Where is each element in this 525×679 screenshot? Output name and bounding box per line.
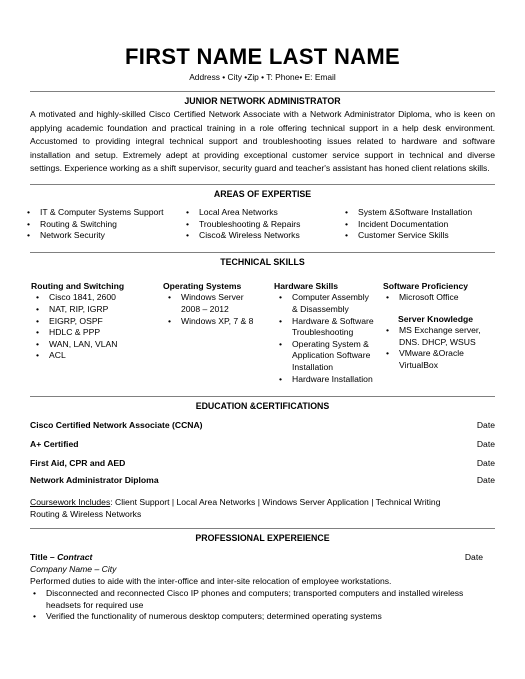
list-item-line: • Verified the functionality of numerous desktop computers; determined operating systems	[46, 611, 382, 622]
coursework-text: Routing & Wireless Networks	[30, 509, 142, 520]
divider	[30, 91, 495, 92]
job-date: Date	[464, 552, 483, 562]
expertise-list-1	[24, 207, 164, 242]
education-name: Network Administrator Diploma	[30, 475, 159, 485]
technical-title: TECHNICAL SKILLS	[220, 257, 305, 267]
education-date: Date	[476, 458, 495, 468]
list-item	[276, 292, 374, 315]
summary-line: settings. Experience working as a shift supervisor, security guard and teacher's assistant has honed client relations skills.	[30, 163, 490, 174]
list-item-line: headsets for required use	[46, 599, 144, 610]
divider	[30, 528, 495, 529]
list-item: • Network Security	[24, 230, 164, 242]
education-entry	[30, 420, 495, 431]
list-item: • ACL	[33, 350, 124, 362]
list-item: • Microsoft Office	[383, 292, 481, 304]
list-item-line: DNS. DHCP, WSUS	[399, 336, 476, 347]
expertise-list-2	[183, 207, 300, 242]
coursework	[30, 496, 495, 521]
list-item: • Local Area Networks	[183, 207, 300, 219]
server-heading: Server Knowledge	[398, 313, 473, 324]
education-date: Date	[476, 475, 495, 485]
summary-line: installation and setup. Extremely adept at providing exceptional customer service support in technical and diverse	[30, 149, 495, 160]
job-title-row	[30, 552, 495, 563]
list-item: • EIGRP, OSPF	[33, 316, 124, 328]
summary-line: Accustomed to providing integral technical support and troubleshooting issues related to hardware and software	[30, 136, 495, 147]
company-name: Company Name – City	[30, 564, 117, 574]
list-item-line: • VMware &Oracle	[399, 348, 464, 359]
education-date: Date	[476, 439, 495, 449]
list-item-line: • Hardware & Software	[292, 315, 374, 326]
list-item-line: • MS Exchange server,	[399, 325, 481, 336]
education-date: Date	[476, 420, 495, 430]
education-name: Cisco Certified Network Associate (CCNA)	[30, 420, 203, 430]
education-entry	[30, 439, 495, 450]
contact-line: Address • City •Zip • T: Phone• E: Email	[189, 72, 336, 82]
list-item-line: 2008 – 2012	[181, 303, 229, 314]
job-bullets	[30, 588, 495, 623]
list-item-line: Installation	[292, 361, 334, 372]
list-item: • NAT, RIP, IGRP	[33, 304, 124, 316]
coursework-label: Coursework Includes	[30, 497, 111, 507]
divider	[30, 184, 495, 185]
job-type: Contract	[57, 552, 93, 562]
list-item-line: Troubleshooting	[292, 327, 354, 338]
list-item: • Cisco 1841, 2600	[33, 292, 124, 304]
summary-line: A motivated and highly-skilled Cisco Certified Network Associate with a Network Administrator Diploma, who is keen on	[30, 109, 495, 119]
hardware-heading: Hardware Skills	[274, 281, 339, 291]
list-item	[276, 339, 374, 374]
objective-title: JUNIOR NETWORK ADMINISTRATOR	[184, 96, 341, 106]
education-title: EDUCATION &CERTIFICATIONS	[195, 401, 330, 411]
list-item	[30, 588, 495, 611]
summary-line: applying academic foundation and practical training in a role offering technical support in a help desk environment.	[30, 122, 495, 133]
list-item: • System &Software Installation	[342, 207, 472, 219]
list-item: • Routing & Switching	[24, 219, 164, 231]
list-item: • Incident Documentation	[342, 219, 472, 231]
list-item	[383, 325, 481, 348]
divider	[30, 252, 495, 253]
list-item-line: VirtualBox	[399, 360, 439, 371]
expertise-list-3	[342, 207, 472, 242]
candidate-name: FIRST NAME LAST NAME	[125, 44, 400, 69]
software-column	[383, 281, 481, 372]
list-item-line: • Hardware Installation	[292, 373, 373, 384]
list-item	[276, 316, 374, 339]
list-item-line: & Disassembly	[292, 303, 349, 314]
list-item: • HDLC & PPP	[33, 327, 124, 339]
list-item	[30, 611, 495, 623]
education-name: First Aid, CPR and AED	[30, 458, 126, 468]
list-item-line: • Disconnected and reconnected Cisco IP phones and computers; transported computers and installed wireless	[46, 588, 464, 598]
list-item	[383, 348, 481, 371]
divider	[30, 396, 495, 397]
list-item: • Troubleshooting & Repairs	[183, 219, 300, 231]
list-item-line: • Windows XP, 7 & 8	[181, 315, 254, 326]
routing-heading: Routing and Switching	[31, 281, 125, 291]
list-item-line: • Computer Assembly	[292, 292, 369, 303]
coursework-text: : Client Support | Local Area Networks | Windows Server Application | Technical Writing	[110, 497, 441, 507]
os-column	[163, 281, 253, 327]
list-item	[276, 374, 374, 386]
summary-text	[30, 108, 495, 176]
software-heading: Software Proficiency	[383, 281, 469, 291]
list-item: • IT & Computer Systems Support	[24, 207, 164, 219]
os-heading: Operating Systems	[163, 281, 242, 291]
job-title: Title –	[30, 552, 58, 562]
education-entry	[30, 458, 495, 469]
education-name: A+ Certified	[30, 439, 79, 449]
list-item: • WAN, LAN, VLAN	[33, 339, 124, 351]
list-item: • Cisco& Wireless Networks	[183, 230, 300, 242]
list-item	[165, 292, 253, 315]
expertise-title: AREAS OF EXPERTISE	[213, 189, 312, 199]
list-item-line: • Windows Server	[181, 292, 244, 303]
list-item	[165, 316, 253, 328]
hardware-column	[274, 281, 374, 385]
routing-column	[31, 281, 124, 362]
list-item: • Customer Service Skills	[342, 230, 472, 242]
education-entry	[30, 475, 495, 486]
job-summary: Performed duties to aide with the inter-office and inter-site relocation of employee workstations.	[30, 576, 392, 586]
list-item-line: Application Software	[292, 350, 371, 361]
experience-title: PROFESSIONAL EXPEREIENCE	[195, 533, 330, 543]
list-item-line: • Operating System &	[292, 338, 369, 349]
